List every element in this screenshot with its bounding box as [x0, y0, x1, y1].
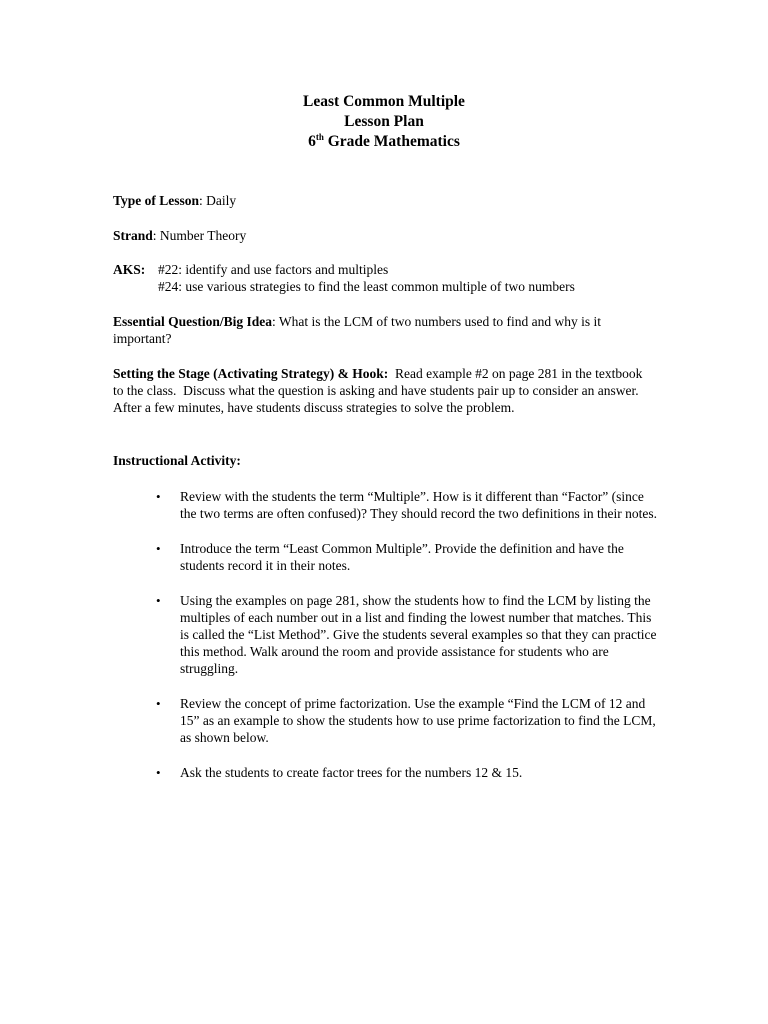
grade-rest: Grade Mathematics: [323, 133, 460, 150]
grade-suffix: th: [315, 131, 324, 142]
type-of-lesson: [113, 192, 653, 209]
type-of-lesson-label: Type of Lesson: [113, 193, 200, 208]
list-item: [152, 540, 662, 574]
title-block: [0, 92, 768, 152]
grade-number: 6: [308, 133, 316, 150]
strand-value: : Number Theory: [152, 228, 247, 243]
essential-question: [113, 313, 653, 347]
setting-the-stage: [113, 365, 653, 416]
aks-label: AKS:: [113, 262, 146, 277]
instructional-activity-list: [152, 488, 662, 799]
instructional-activity-heading: [113, 452, 653, 469]
essential-question-label: Essential Question/Big Idea: [113, 314, 273, 329]
list-item-text: Review with the students the term “Multiple”. How is it different than “Factor” (since the two terms are often confused)? They should record the two definitions in their notes.: [180, 489, 657, 521]
setting-the-stage-label: Setting the Stage (Activating Strategy) & Hook:: [113, 366, 389, 381]
bullet-icon: •: [156, 696, 161, 711]
aks-line-2: [113, 278, 713, 295]
bullet-icon: •: [156, 489, 161, 504]
list-item: [152, 695, 662, 746]
essential-question-value: : What is the LCM of two numbers used to find and why is it important?: [113, 314, 602, 346]
aks-line-1: [113, 261, 713, 278]
bullet-icon: •: [156, 593, 161, 608]
title-line-1: Least Common Multiple: [303, 93, 465, 110]
instructional-activity-label: Instructional Activity:: [113, 453, 241, 468]
list-item-text: Ask the students to create factor trees for the numbers 12 & 15.: [180, 765, 523, 780]
list-item-text: Review the concept of prime factorization. Use the example “Find the LCM of 12 and 15” as an example to show the students how to use prime factorization to find the LCM, as shown below.: [180, 696, 656, 745]
aks-section: [113, 261, 713, 295]
strand-label: Strand: [113, 228, 153, 243]
title-line-2: Lesson Plan: [344, 113, 424, 130]
list-item: [152, 488, 662, 522]
type-of-lesson-value: : Daily: [199, 193, 237, 208]
bullet-icon: •: [156, 541, 161, 556]
aks-item-1: #22: identify and use factors and multiples: [158, 262, 389, 277]
list-item-text: Using the examples on page 281, show the students how to find the LCM by listing the multiples of each number out in a list and finding the lowest number that matches. This is called the “List Method”. Give the students several examples so that they can practice this method. Walk around the room and provide assistance for students who are struggling.: [180, 593, 657, 676]
title-line-3: [0, 132, 768, 152]
list-item: [152, 592, 662, 677]
list-item-text: Introduce the term “Least Common Multiple”. Provide the definition and have the students record it in their notes.: [180, 541, 624, 573]
bullet-icon: •: [156, 765, 161, 780]
aks-item-2: #24: use various strategies to find the least common multiple of two numbers: [158, 279, 575, 294]
strand: [113, 227, 653, 244]
list-item: [152, 764, 662, 781]
setting-the-stage-value: Read example #2 on page 281 in the textbook to the class. Discuss what the question is asking and have students pair up to consider an answer. After a few minutes, have students discuss strategies to solve the problem.: [113, 366, 646, 415]
